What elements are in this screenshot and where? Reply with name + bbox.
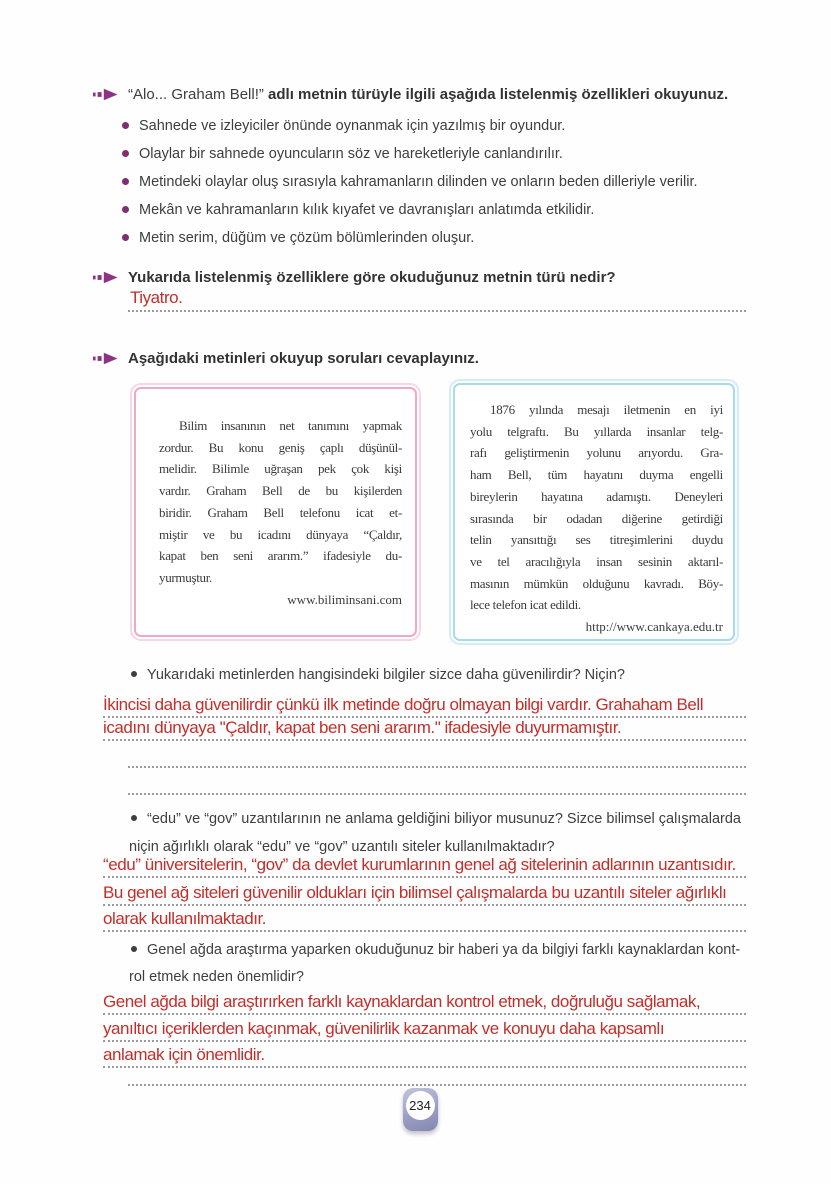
- reading-box-biliminsani: [134, 387, 417, 637]
- answer1-line: icadını dünyaya "Çaldır, kapat ben seni ararım." ifadesiyle duyurmamıştır.: [103, 715, 746, 741]
- bullet-dot: [122, 234, 129, 241]
- arrow-bullet-icon: [93, 271, 119, 284]
- question-bullet-dot: [131, 946, 137, 952]
- box-text-line: bireylerin hayatına adamıştı. Deneyleri: [470, 488, 723, 504]
- answer-ruled-line: [128, 766, 746, 768]
- bullet-dot: [122, 206, 129, 213]
- answer-ruled-line: [128, 793, 746, 795]
- box-text-line: yurmuştur.: [159, 569, 212, 585]
- answer3-line: Genel ağda bilgi araştırırken farklı kaynaklardan kontrol etmek, doğruluğu sağlamak,: [103, 989, 746, 1015]
- question2-text-line2: niçin ağırlıklı olarak “edu” ve “gov” uzantılı siteler kullanılmaktadır?: [129, 839, 555, 855]
- feature-item: Metindeki olaylar oluş sırasıyla kahramanların dilinden ve onların beden dilleriyle verilir.: [139, 174, 698, 190]
- box-text-line: ve tel aracılığıyla insan sesinin aktarıl-: [470, 553, 723, 569]
- feature-item: Mekân ve kahramanların kılık kıyafet ve davranışları anlatımda etkilidir.: [139, 202, 595, 218]
- question3-text-line2: rol etmek neden önemlidir?: [129, 969, 304, 985]
- box-source-url: http://www.cankaya.edu.tr: [585, 619, 723, 635]
- question2-text-line1: “edu” ve “gov” uzantılarının ne anlama geldiğini biliyor musunuz? Sizce bilimsel çalışmalarda: [147, 811, 741, 827]
- page-number-badge: [403, 1088, 438, 1131]
- task1-title-quote: “Alo... Graham Bell!”: [128, 86, 264, 103]
- bullet-dot: [122, 178, 129, 185]
- box-text-line: biridir. Graham Bell telefonu icat et-: [159, 504, 402, 520]
- feature-item: Sahnede ve izleyiciler önünde oynanmak için yazılmış bir oyundur.: [139, 118, 566, 134]
- answer2-line: Bu genel ağ siteleri güvenilir oldukları için bilimsel çalışmalarda bu uzantılı siteler ağırlıklı: [103, 880, 746, 906]
- box-text-line: kapat ben seni ararım.” ifadesiyle du-: [159, 548, 402, 564]
- box-text-line: 1876 yılında mesajı iletmenin en iyi: [490, 402, 723, 417]
- box-text-line: miştir ve bu icadını dünyaya “Çaldır,: [159, 526, 402, 542]
- arrow-bullet-icon: [93, 352, 119, 365]
- answer2-line: “edu” üniversitelerin, “gov” da devlet kurumlarının genel ağ sitelerinin adlarının uzantısıdır.: [103, 852, 746, 878]
- box-source-url: www.biliminsani.com: [287, 591, 402, 607]
- answer-ruled-line: [128, 310, 746, 312]
- answer3-line: yanıltıcı içeriklerden kaçınmak, güvenilirlik kazanmak ve konuyu daha kapsamlı: [103, 1016, 746, 1042]
- answer1-line: İkincisi daha güvenilirdir çünkü ilk metinde doğru olmayan bilgi vardır. Grahaham Bell: [103, 692, 746, 718]
- bullet-dot: [122, 122, 129, 129]
- box-text-line: vardır. Graham Bell de bu kişilerden: [159, 483, 402, 499]
- task2-answer: Tiyatro.: [130, 288, 183, 307]
- answer-ruled-line: [128, 1084, 746, 1086]
- box-text-line: zordur. Bu konu geniş çaplı düşünül-: [159, 439, 402, 455]
- box-text-line: telin yansıttığı ses titreşimlerini duydu: [470, 532, 723, 548]
- task2-question: Yukarıda listelenmiş özelliklere göre okuduğunuz metnin türü nedir?: [128, 269, 616, 286]
- reading-box-cankaya: [453, 383, 735, 641]
- answer3-line: anlamak için önemlidir.: [103, 1042, 746, 1068]
- question-bullet-dot: [131, 671, 137, 677]
- task1-instruction: adlı metnin türüyle ilgili aşağıda listelenmiş özellikleri okuyunuz.: [263, 86, 729, 103]
- bullet-dot: [122, 150, 129, 157]
- answer2-line: olarak kullanılmaktadır.: [103, 906, 746, 932]
- box-text-line: Bilim insanının net tanımını yapmak: [179, 418, 402, 433]
- box-text-line: rafı geliştirmenin yolunu arıyordu. Gra-: [470, 445, 723, 461]
- box-text-line: sırasında bir odadan diğerine getirdiği: [470, 510, 723, 526]
- box-text-line: yolu telgraftı. Bu yıllarda insanlar telg-: [470, 423, 723, 439]
- task1-heading: [128, 85, 788, 104]
- question1-text: Yukarıdaki metinlerden hangisindeki bilgiler sizce daha güvenilirdir? Niçin?: [147, 667, 625, 683]
- question3-text-line1: Genel ağda araştırma yaparken okuduğunuz bir haberi ya da bilgiyi farklı kaynaklardan kont-: [147, 942, 741, 958]
- box-text-line: masının mümkün olduğunu kavradı. Böy-: [470, 575, 723, 591]
- arrow-bullet-icon: [93, 88, 119, 101]
- feature-item: Olaylar bir sahnede oyuncuların söz ve hareketleriyle canlandırılır.: [139, 146, 563, 162]
- question-bullet-dot: [131, 815, 137, 821]
- box-text-line: melidir. Bilimle uğraşan pek çok kişi: [159, 461, 402, 477]
- box-text-line: ham Bell, tüm hayatını duyma engelli: [470, 467, 723, 483]
- task3-instruction: Aşağıdaki metinleri okuyup soruları cevaplayınız.: [128, 350, 479, 367]
- feature-item: Metin serim, düğüm ve çözüm bölümlerinden oluşur.: [139, 230, 475, 246]
- page-number: 234: [406, 1091, 435, 1120]
- box-text-line: lece telefon icat edildi.: [470, 597, 581, 613]
